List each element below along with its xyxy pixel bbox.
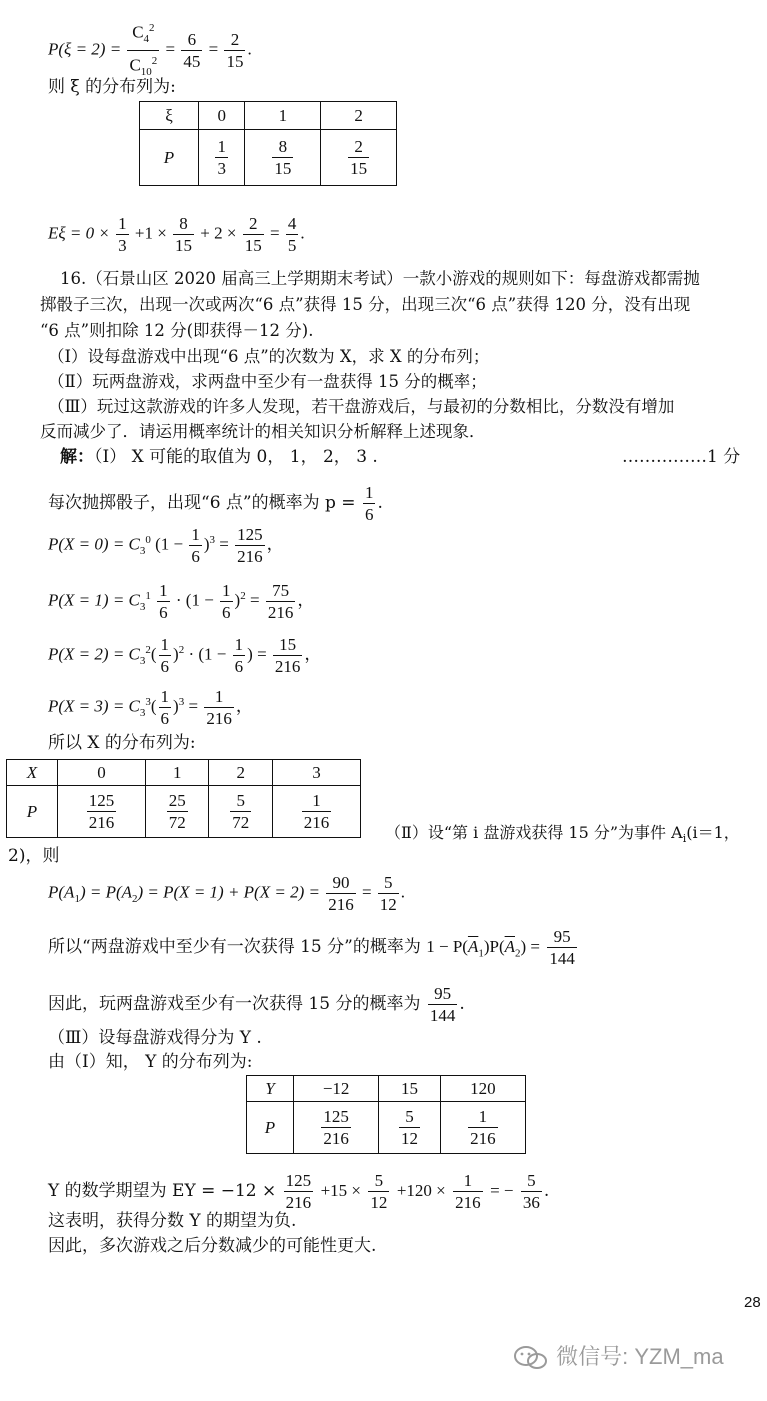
fraction [159,686,172,729]
term: = − [490,1181,514,1200]
table-cell [294,1102,379,1154]
numerator: 1 [364,483,374,502]
ey-equation [48,1170,549,1213]
denominator: 216 [237,547,263,566]
p-label: P [163,147,175,167]
table-cell [199,130,245,186]
c-sup: 3 [145,695,151,708]
event-sub: i [682,832,687,846]
conclusion-2: 因此，多次游戏之后分数减少的可能性更大. [48,1236,377,1256]
term: +1 × [134,223,167,243]
denominator: 12 [370,1193,388,1212]
denominator: 216 [470,1129,496,1148]
paren: ) [173,696,179,716]
c-sup: 1 [145,589,151,602]
denominator: 6 [364,505,374,524]
sub: 2 [132,892,138,905]
eq-lhs: P(X = 2) = C [48,644,140,664]
table-header-cell [247,1076,294,1102]
numerator: 5 [399,1106,420,1128]
paren: ) [234,590,241,610]
table-cell [245,130,321,186]
atleast-line [48,926,579,969]
numerator: 125 [237,525,263,544]
table-cell [209,786,272,838]
table-header-cell: 2 [321,102,397,130]
fraction [326,872,356,915]
numerator: 2 [243,213,264,235]
denominator: 6 [160,709,170,728]
c-sub: 3 [139,600,146,613]
denominator: 216 [328,895,354,914]
c-sub: 4 [143,33,150,46]
eq-lhs: P(X = 1) = C [48,590,140,610]
fraction [233,634,246,677]
ey-lhs: Y 的数学期望为 EY = −12 × [48,1181,277,1201]
numerator: 2 [348,136,369,158]
numerator: 8 [173,213,194,235]
problem-line: “6 点”则扣除 12 分(即获得－12 分). [40,321,314,340]
step3-dist-intro: 由（Ⅰ）知， Y 的分布列为: [48,1052,253,1072]
equals: = [361,882,372,902]
denominator: 144 [549,949,575,968]
table-header-cell: 1 [245,102,321,130]
denominator: 6 [159,603,168,622]
expectation-xi: Eξ = 0 × $\frac{1}{3}$ +1 × $\frac{8}{15}$ + 2 × $\frac{2}{15}$ = $\frac{4}{5}$ . [48,214,305,255]
numerator: 1 [222,581,231,600]
x-distribution-table [6,759,361,838]
numerator: 8 [272,136,293,158]
numerator: 95 [547,926,577,948]
term: + 2 × [200,223,237,243]
fraction [189,524,202,567]
problem-line: 16.（石景山区 2020 届高三上学期期末考试）一款小游戏的规则如下：每盘游戏都需抛 [60,269,700,288]
term: · (1 − [188,644,227,664]
numerator: 15 [273,634,303,656]
fraction [159,634,172,677]
punct: ， [266,534,284,554]
c-sub: 3 [139,706,146,719]
punct: . [459,994,465,1014]
denominator: 36 [522,1193,540,1212]
punct: ， [297,590,315,610]
step2-text: （Ⅱ）设“第 i 盘游戏获得 15 分”为事件 A [385,823,683,842]
c-symbol: C [129,55,141,75]
punct: . [400,882,406,902]
hence-line [48,983,465,1026]
y-distribution-table [246,1075,526,1154]
watermark-text: 微信号: YZM_ma [556,1344,724,1369]
step2-tail: (i＝1， [686,823,740,842]
paren: ) [247,644,253,664]
power: 2 [240,589,246,602]
solution-step-1 [60,446,378,468]
denominator: 12 [379,895,397,914]
denominator: 45 [183,52,201,72]
denominator: 15 [175,236,193,255]
table-header-cell [7,760,58,786]
denominator: 72 [232,813,250,832]
numerator: 125 [323,1107,349,1126]
fraction [286,213,299,256]
hence-text: 因此，玩两盘游戏至少有一次获得 15 分的概率为 [48,994,421,1014]
numerator: 6 [181,29,202,51]
dist-intro-x: 所以 X 的分布列为: [48,733,196,753]
px1-equation [48,580,314,623]
numerator: 95 [428,983,458,1005]
equals: = [257,644,267,664]
denominator: 216 [285,1193,312,1212]
table-cell [58,786,146,838]
numerator: 4 [287,214,297,233]
complement-a: $\overline{A}$ [504,937,515,956]
paren: ( [150,696,157,716]
table-header-cell: 0 [199,102,245,130]
term: +120 × [396,1181,446,1200]
eq-lhs: P(A [48,882,75,902]
paren: ) [203,534,210,554]
prob-six: 每次抛掷骰子，出现“6 点”的概率为 p = $\frac{1}{6}$ . [48,483,383,524]
eq-mid: ) = P(X = 1) + P(X = 2) = [137,882,320,902]
table-cell [146,786,209,838]
prob-xi2-lhs: P(ξ = 2) = [48,39,122,59]
denominator: 12 [400,1129,418,1148]
wechat-icon [512,1345,550,1371]
numerator: 1 [159,581,168,600]
fraction [157,580,170,623]
term: +15 × [320,1181,361,1200]
watermark [512,1340,724,1371]
fraction [116,213,129,256]
combo-fraction [127,18,159,83]
x-label: X [26,762,38,782]
denominator: 216 [455,1193,481,1212]
sub: 1 [74,892,80,905]
fraction [220,580,233,623]
numerator: 1 [204,686,234,708]
score-marker: ……………1 分 [622,447,741,467]
solution-step-3: （Ⅲ）设每盘游戏得分为 Y . [48,1028,262,1048]
c-sup: 2 [151,55,158,68]
numerator: 90 [326,872,356,894]
y-label: Y [265,1078,275,1098]
expr: 1 − P( [426,937,468,956]
term: · (1 − [175,590,214,610]
table-header-cell: 0 [58,760,146,786]
solution-step-2 [385,822,740,850]
numerator: 25 [168,791,186,810]
denominator: 216 [267,603,294,622]
equals: = [219,534,229,554]
px0-equation [48,524,284,567]
denominator: 15 [350,159,368,178]
denominator: 72 [168,813,186,832]
fraction [521,1170,542,1213]
equals: = [269,223,280,243]
table-row-head [140,130,199,186]
numerator: 1 [160,687,170,706]
numerator: 1 [160,635,170,654]
c-symbol: C [132,22,144,42]
table-cell [272,786,360,838]
fraction [243,213,264,256]
fraction [547,926,577,969]
paren: ( [150,644,157,664]
power: 3 [178,695,185,708]
c-sub: 3 [139,544,146,557]
px2-equation [48,634,321,677]
numerator: 1 [234,635,244,654]
numerator: 5 [368,1170,389,1192]
eq-lhs: P(X = 3) = C [48,696,140,716]
numerator: 5 [521,1170,542,1192]
atleast-text: 所以“两盘游戏中至少有一次获得 15 分”的概率为 [48,937,421,957]
numerator: 1 [191,525,200,544]
fraction [224,29,245,72]
punct: ， [235,696,253,716]
fraction [368,1170,389,1213]
denominator: 6 [191,547,200,566]
denominator: 6 [222,603,231,622]
problem-line: 掷骰子三次，出现一次或两次“6 点”获得 15 分，出现三次“6 点”获得 120 分，没有出现 [40,295,691,314]
expr: ) = [520,937,540,956]
expr: )P( [483,937,505,956]
c-sup: 0 [145,533,151,546]
eq-mid: ) = P(A [79,882,132,902]
c-sup: 2 [145,643,151,656]
denominator: 15 [244,236,262,255]
c-sub: 10 [140,66,152,79]
denominator: 5 [287,236,297,255]
table-row-head [247,1102,294,1154]
dist-intro-xi: 则 ξ 的分布列为: [48,77,176,97]
fraction [173,213,194,256]
fraction [273,634,303,677]
table-header-cell: 120 [440,1076,525,1102]
p-label: P [26,801,38,821]
equals: = [188,696,199,716]
table-header-cell: −12 [294,1076,379,1102]
question-2: （Ⅱ）玩两盘游戏，求两盘中至少有一盘获得 15 分的概率； [48,372,487,391]
table-row-head [7,786,58,838]
denominator: 6 [160,657,170,676]
power: 2 [178,643,185,656]
question-3: （Ⅲ）玩过这款游戏的许多人发现，若干盘游戏后，与最初的分数相比，分数没有增加 [48,397,675,416]
solution-label: 解： [60,447,94,467]
table-cell [379,1102,440,1154]
expectation-lhs: Eξ = 0 × [48,223,110,243]
denominator: 216 [303,813,330,832]
fraction [453,1170,483,1213]
table-cell [440,1102,525,1154]
punct: ， [304,644,322,664]
numerator: 1 [453,1170,483,1192]
denominator: 216 [88,813,115,832]
question-1: （Ⅰ）设每盘游戏中出现“6 点”的次数为 X，求 X 的分布列； [48,347,490,366]
denominator: 144 [429,1006,456,1025]
table-header-cell: 15 [379,1076,440,1102]
denominator: 15 [274,159,292,178]
page-number: 28 [744,1294,761,1311]
fraction [235,524,265,567]
numerator: 1 [217,137,226,156]
question-3-cont: 反而减少了．请运用概率统计的相关知识分析解释上述现象． [40,422,486,441]
numerator: 75 [266,580,296,602]
prob-xi2-equation: P(ξ = 2) = $\frac{C_4^2}{C_{10}^2}$ = $\frac{6}{45}$ = $\frac{2}{15}$ . [48,18,252,83]
step2-cont: 2)，则 [8,846,60,866]
fraction [378,872,399,915]
px3-equation [48,686,253,729]
denominator: 216 [274,657,301,676]
table-header-cell: 1 [146,760,209,786]
equals: = [249,590,260,610]
numerator: 2 [224,29,245,51]
term: (1 − [155,534,184,554]
numerator: 1 [118,214,127,233]
table-header-cell: ξ [140,102,199,130]
eq-lhs: P(X = 0) = C [48,534,140,554]
fraction [204,686,234,729]
conclusion-1: 这表明，获得分数 Y 的期望为负. [48,1211,297,1231]
numerator: 1 [468,1106,498,1128]
table-cell [321,130,397,186]
fraction [284,1170,314,1213]
denominator: 216 [206,709,232,728]
paren: ) [173,644,179,664]
numerator: 125 [285,1171,312,1190]
p-label: P [264,1117,276,1137]
denominator: 216 [323,1129,349,1148]
solution-text: （Ⅰ） X 可能的取值为 0， 1， 2， 3 . [94,447,378,467]
xi-distribution-table [139,101,397,186]
numerator: 5 [230,790,251,812]
sub: 2 [515,947,521,960]
denominator: 3 [217,159,226,178]
denominator: 6 [234,657,244,676]
denominator: 15 [226,52,244,72]
fraction [363,482,376,525]
c-sub: 3 [139,654,146,667]
punct: . [543,1181,550,1201]
denominator: 3 [118,236,127,255]
power: 3 [209,533,216,546]
complement-a: $\overline{A}$ [467,937,479,956]
prob-six-text: 每次抛掷骰子，出现“6 点”的概率为 p = [48,493,356,513]
fraction [181,29,202,72]
fraction [428,983,458,1026]
numerator: 1 [302,790,332,812]
table-header-cell: 2 [209,760,272,786]
c-sup: 2 [149,22,155,34]
pa-equation [48,872,405,915]
fraction [266,580,296,623]
numerator: 5 [378,872,399,894]
numerator: 125 [88,791,115,810]
table-header-cell: 3 [272,760,360,786]
sub: 1 [478,947,484,960]
